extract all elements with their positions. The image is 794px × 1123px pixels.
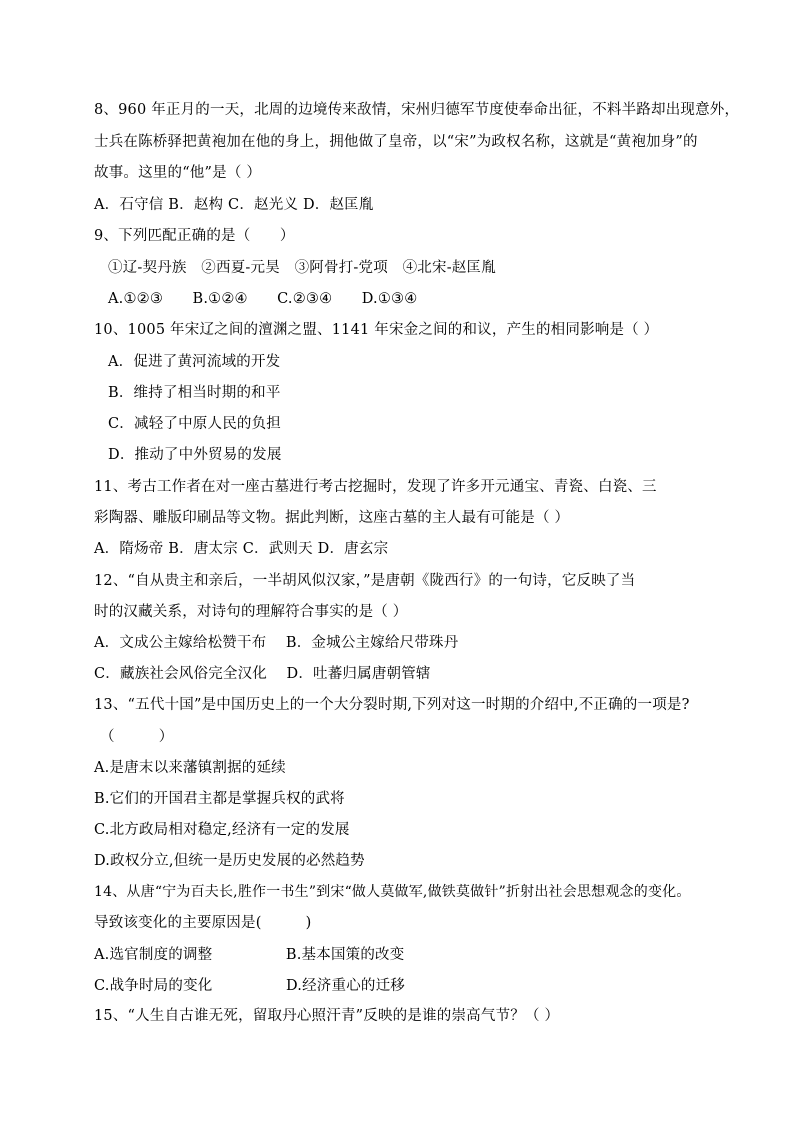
q11-stem-line1: 11、考古工作者在对一座古墓进行考古挖掘时，发现了许多开元通宝、青瓷、白瓷、三	[94, 479, 657, 495]
q10-stem: 10、1005 年宋辽之间的澶渊之盟、1141 年宋金之间的和议，产生的相同影响是（ ）	[94, 322, 659, 338]
q14-options-row1: A.选官制度的调整 B.基本国策的改变	[94, 947, 405, 963]
q8-stem-line3: 故事。这里的“他”是（ ）	[94, 165, 262, 181]
q12-options-row2: C．藏族社会风俗完全汉化 D．吐蕃归属唐朝管辖	[94, 666, 431, 682]
q9-options: A.①②③ B.①②④ C.②③④ D.①③④	[108, 291, 418, 307]
q13-option-a: A.是唐末以来藩镇割据的延续	[94, 760, 286, 776]
q10-option-c: C．减轻了中原人民的负担	[108, 416, 281, 432]
q14-stem-line1: 14、从唐“宁为百夫长,胜作一书生”到宋“做人莫做军,做铁莫做针”折射出社会思想观念的变化。	[94, 884, 691, 900]
q13-option-b: B.它们的开国君主都是掌握兵权的武将	[94, 791, 345, 807]
q14-stem-line2: 导致该变化的主要原因是( )	[94, 915, 312, 931]
q10-option-b: B．维持了相当时期的和平	[108, 385, 281, 401]
q10-option-d: D．推动了中外贸易的发展	[108, 447, 282, 463]
q10-option-a: A．促进了黄河流域的开发	[108, 354, 281, 370]
q9-items: ①辽-契丹族 ②西夏-元昊 ③阿骨打-党项 ④北宋-赵匡胤	[108, 260, 496, 276]
q8-stem-line1: 8、960 年正月的一天，北周的边境传来敌情，宋州归德军节度使奉命出征，不料半路却出现意外，	[94, 102, 740, 118]
q12-stem-line2: 时的汉藏关系，对诗句的理解符合事实的是（ ）	[94, 604, 408, 620]
q8-options: A．石守信 B．赵构 C．赵光义 D．赵匡胤	[94, 197, 374, 213]
q11-options: A．隋炀帝 B．唐太宗 C．武则天 D．唐玄宗	[94, 541, 389, 557]
q14-options-row2: C.战争时局的变化 D.经济重心的迁移	[94, 978, 406, 994]
q13-stem: 13、“五代十国”是中国历史上的一个大分裂时期,下列对这一时期的介绍中,不正确的一项是?	[94, 697, 690, 713]
q12-stem-line1: 12、“自从贵主和亲后，一半胡风似汉家，”是唐朝《陇西行》的一句诗，它反映了当	[94, 573, 636, 589]
q15-stem: 15、“人生自古谁无死，留取丹心照汗青”反映的是谁的崇高气节？（ ）	[94, 1008, 560, 1024]
q11-stem-line2: 彩陶器、雕版印刷品等文物。据此判断，这座古墓的主人最有可能是（ ）	[94, 510, 570, 526]
q12-options-row1: A．文成公主嫁给松赞干布 B．金城公主嫁给尺带珠丹	[94, 635, 459, 651]
q13-option-c: C.北方政局相对稳定,经济有一定的发展	[94, 822, 350, 838]
q9-stem: 9、下列匹配正确的是（ ）	[94, 228, 295, 244]
q13-option-d: D.政权分立,但统一是历史发展的必然趋势	[94, 853, 365, 869]
q13-answer-paren: （ ）	[100, 729, 174, 745]
q8-stem-line2: 士兵在陈桥驿把黄袍加在他的身上，拥他做了皇帝，以“宋”为政权名称，这就是“黄袍加身”的	[94, 134, 698, 150]
